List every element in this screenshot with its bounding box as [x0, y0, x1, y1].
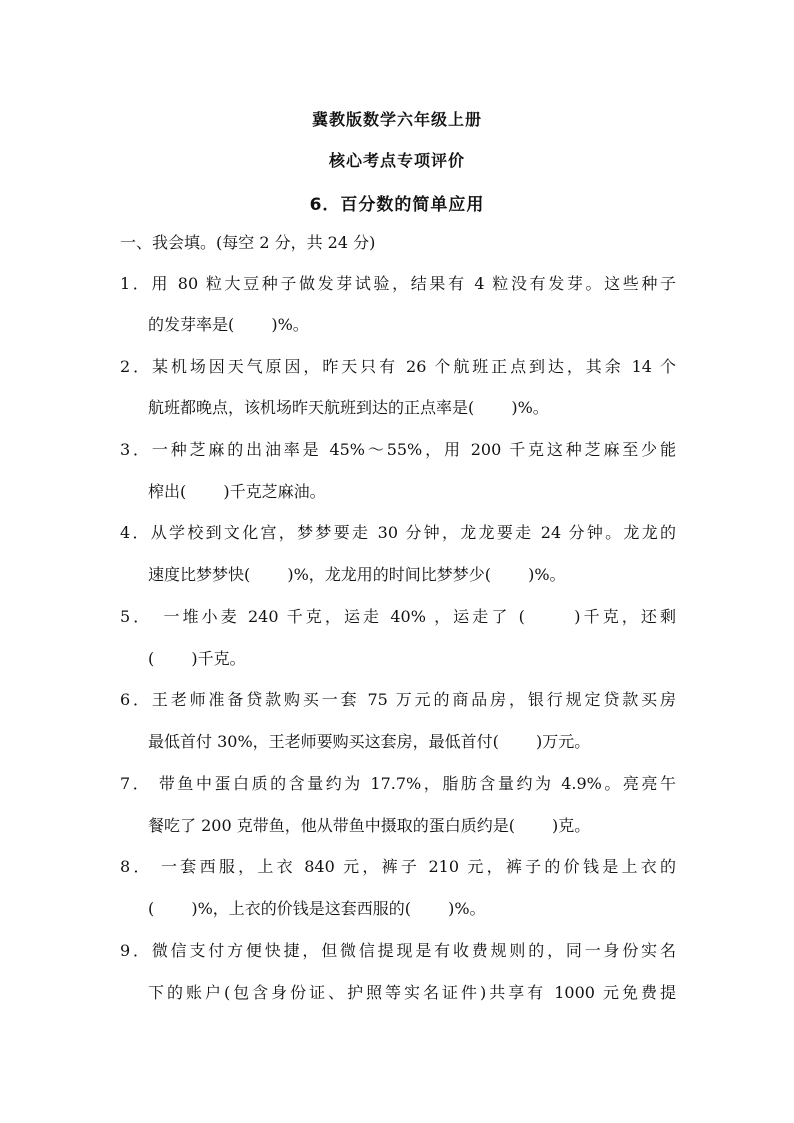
question-6-line-2: 最低首付 30%，王老师要购买这套房，最低首付( )万元。: [148, 732, 591, 751]
question-3-line-2: 榨出( )千克芝麻油。: [148, 482, 326, 501]
question-1-line-1: 1．用 80 粒大豆种子做发芽试验，结果有 4 粒没有发芽。这些种子: [120, 274, 676, 293]
question-7-line-2: 餐吃了 200 克带鱼，他从带鱼中摄取的蛋白质约是( )克。: [148, 816, 591, 835]
question-2-line-2: 航班都晚点，该机场昨天航班到达的正点率是( )%。: [148, 398, 549, 417]
question-4-line-1: 4．从学校到文化宫，梦梦要走 30 分钟，龙龙要走 24 分钟。龙龙的: [120, 523, 676, 542]
evaluation-title: 核心考点专项评价: [328, 151, 465, 170]
question-6-line-1: 6．王老师准备贷款购买一套 75 万元的商品房，银行规定贷款买房: [120, 690, 676, 709]
question-1-line-2: 的发芽率是( )%。: [148, 315, 309, 334]
question-2-line-1: 2．某机场因天气原因，昨天只有 26 个航班正点到达，其余 14 个: [120, 357, 676, 376]
question-4-line-2: 速度比梦梦快( )%，龙龙用的时间比梦梦少( )%。: [148, 565, 566, 584]
question-9-line-1: 9．微信支付方便快捷，但微信提现是有收费规则的，同一身份实名: [120, 941, 676, 960]
section-heading: 一、我会填。(每空 2 分，共 24 分): [120, 233, 376, 252]
question-8-line-2: ( )%，上衣的价钱是这套西服的( )%。: [148, 899, 486, 918]
question-5-line-2: ( )千克。: [148, 649, 246, 668]
question-8-line-1: 8． 一套西服，上衣 840 元，裤子 210 元，裤子的价钱是上衣的: [120, 857, 676, 876]
question-3-line-1: 3．一种芝麻的出油率是 45%～55%，用 200 千克这种芝麻至少能: [120, 440, 676, 459]
question-5-line-1: 5． 一堆小麦 240 千克，运走 40% ，运走了 ( )千克，还剩: [120, 607, 676, 626]
question-7-line-1: 7． 带鱼中蛋白质的含量约为 17.7%，脂肪含量约为 4.9%。亮亮午: [120, 774, 676, 793]
unit-title: 6．百分数的简单应用: [309, 195, 485, 215]
question-9-line-2: 下的账户(包含身份证、护照等实名证件)共享有 1000 元免费提: [148, 983, 676, 1002]
book-title: 冀教版数学六年级上册: [311, 110, 482, 129]
